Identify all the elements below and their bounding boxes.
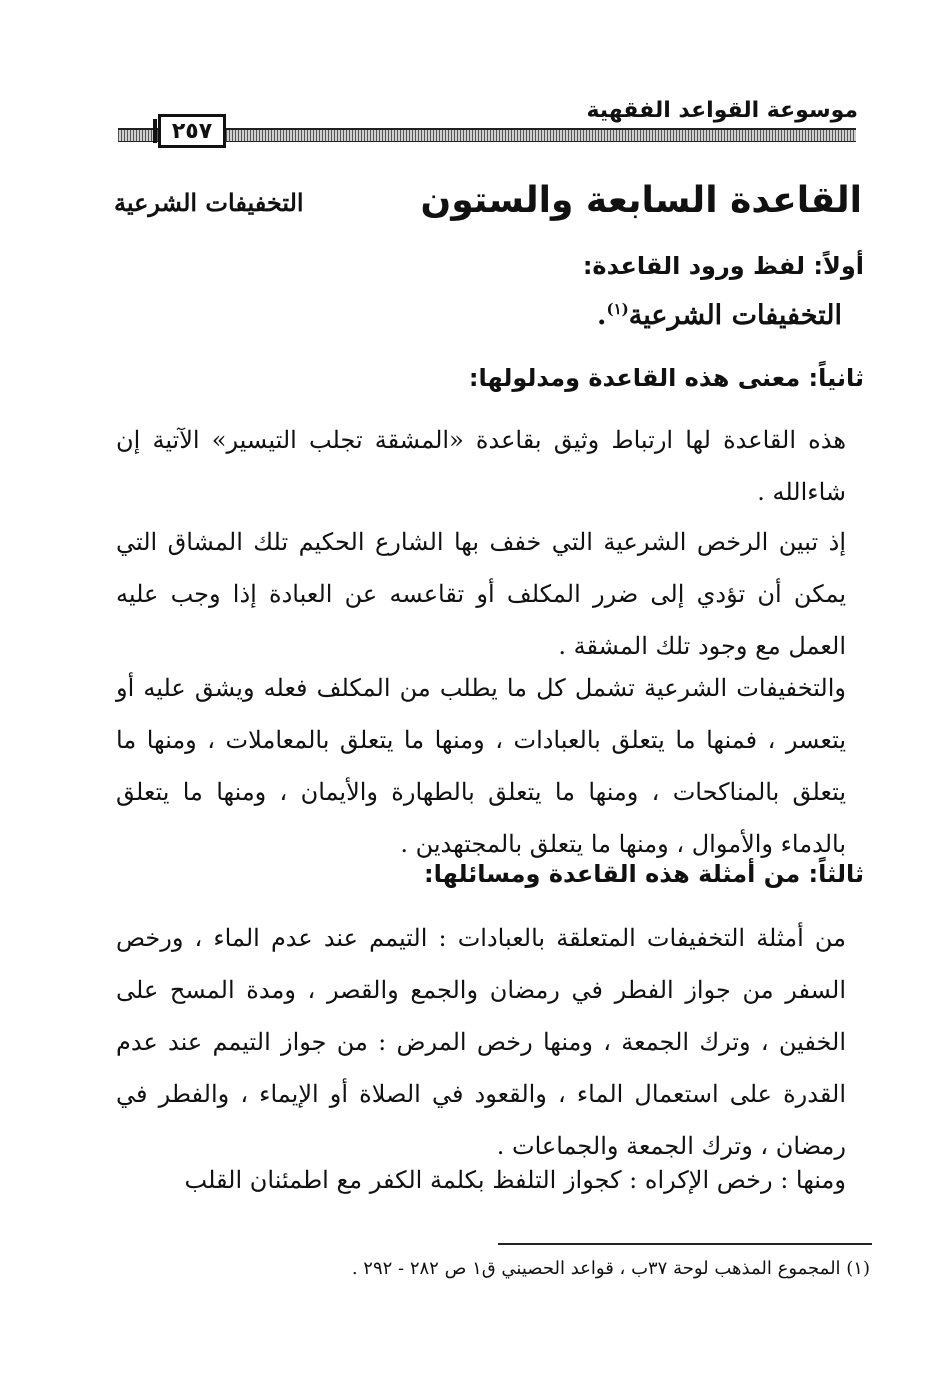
footnote-divider <box>498 1243 872 1245</box>
rule-topic: التخفيفات الشرعية <box>114 188 304 217</box>
term-end: . <box>597 300 607 331</box>
paragraph-4: من أمثلة التخفيفات المتعلقة بالعبادات : التيمم عند عدم الماء ، ورخص السفر من جواز الفطر في رمضان والجمع والقصر ، ومدة المسح على الخفين ، وترك الجمعة ، ومنها رخص المرض : من جواز التيمم عند عدم القدرة على استعمال الماء ، والقعود في الصلاة أو الإيماء ، والفطر في رمضان ، وترك الجمعة والجماعات . <box>116 924 846 1160</box>
paragraph-2: إذ تبين الرخص الشرعية التي خفف بها الشارع الحكيم تلك المشاق التي يمكن أن تؤدي إلى ضرر المكلف أو تقاعسه عن العبادة إذا وجب عليه العمل مع وجود تلك المشقة . <box>116 528 846 660</box>
page-number: ٢٥٧ <box>158 114 226 148</box>
term-text: التخفيفات الشرعية <box>628 300 842 331</box>
footnote: (١) المجموع المذهب لوحة ٣٧ب ، قواعد الحصيني ق١ ص ٢٨٢ - ٢٩٢ . <box>351 1258 870 1279</box>
book-title: موسوعة القواعد الفقهية <box>586 98 858 123</box>
section-heading-third: ثالثاً: من أمثلة هذه القاعدة ومسائلها: <box>423 860 864 888</box>
header-rule <box>118 128 856 142</box>
rule-term <box>597 300 842 331</box>
paragraph-1: هذه القاعدة لها ارتباط وثيق بقاعدة «المشقة تجلب التيسير» الآتية إن شاءالله . <box>116 426 846 506</box>
footnote-ref: (١) <box>606 300 629 318</box>
paragraph-3: والتخفيفات الشرعية تشمل كل ما يطلب من المكلف فعله ويشق عليه أو يتعسر ، فمنها ما يتعلق بالعبادات ، ومنها ما يتعلق بالمعاملات ، ومنها ما يتعلق بالمناكحات ، ومنها ما يتعلق بالطهارة والأيمان ، ومنها ما يتعلق بالدماء والأموال ، ومنها ما يتعلق بالمجتهدين . <box>116 674 846 858</box>
section-heading-first: أولاً: لفظ ورود القاعدة: <box>582 252 864 280</box>
paragraph-5: ومنها : رخص الإكراه : كجواز التلفظ بكلمة الكفر مع اطمئنان القلب <box>184 1166 846 1194</box>
section-heading-second: ثانياً: معنى هذه القاعدة ومدلولها: <box>468 364 864 392</box>
rule-title: القاعدة السابعة والستون <box>420 180 862 221</box>
